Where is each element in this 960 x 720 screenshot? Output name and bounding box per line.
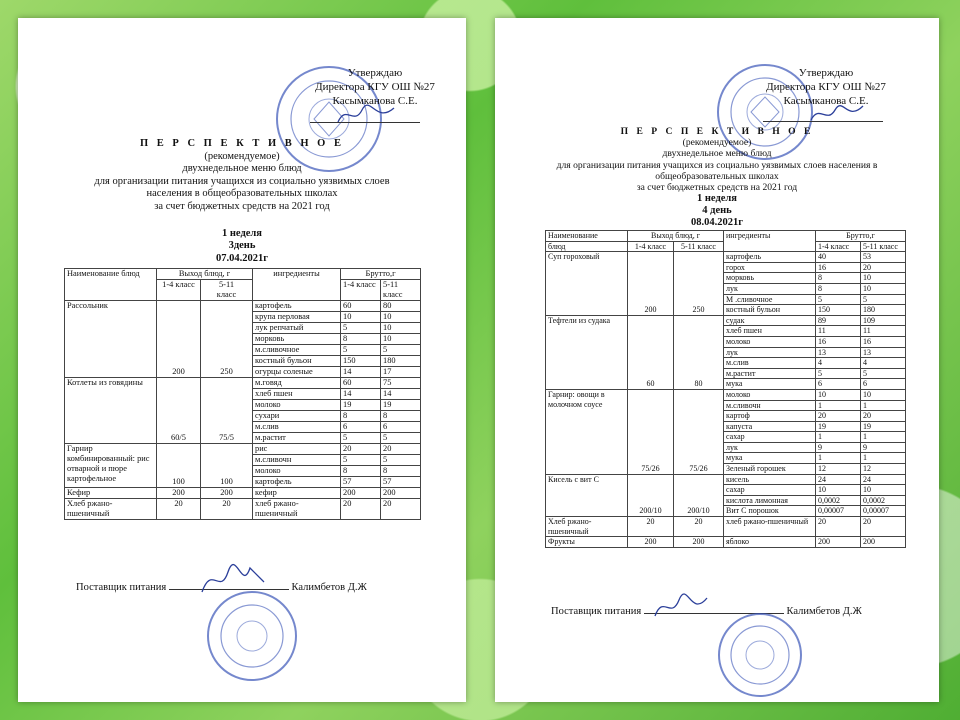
header-subtitle-5: за счет бюджетных средств на 2021 год bbox=[154, 200, 330, 212]
ingredient-name: огурцы соленые bbox=[253, 367, 341, 378]
gross-class-a: 5 bbox=[816, 368, 861, 379]
dish-name: Котлеты из говядины bbox=[65, 378, 157, 444]
ingredient-name: м.сливочн bbox=[253, 455, 341, 466]
gross-class-a: 8 bbox=[341, 334, 381, 345]
gross-class-b: 1 bbox=[861, 400, 906, 411]
gross-class-a: 19 bbox=[341, 400, 381, 411]
date-label: 07.04.2021г bbox=[215, 252, 269, 264]
ingredient-name: м.слив bbox=[253, 422, 341, 433]
col-gross-class-b: 5-11 класс bbox=[861, 241, 906, 252]
table-row bbox=[65, 488, 421, 499]
gross-class-b: 17 bbox=[381, 367, 421, 378]
menu-sheet-day-4 bbox=[495, 18, 939, 702]
gross-class-a: 4 bbox=[816, 358, 861, 369]
approval-signature-line bbox=[310, 122, 420, 123]
ingredient-name: сахар bbox=[724, 432, 816, 443]
dish-output-class-b: 20 bbox=[201, 499, 253, 520]
week-label: 1 неделя bbox=[222, 227, 262, 239]
gross-class-b: 12 bbox=[861, 464, 906, 475]
dish-output-class-a: 60 bbox=[628, 315, 674, 389]
gross-class-b: 20 bbox=[381, 444, 421, 455]
gross-class-b: 0,00007 bbox=[861, 506, 906, 517]
col-output-header: Выход блюд, г bbox=[628, 231, 724, 242]
col-gross-header: Брутто,г bbox=[341, 269, 421, 280]
gross-class-b: 20 bbox=[381, 499, 421, 520]
dish-output-class-b: 80 bbox=[674, 315, 724, 389]
dish-output-class-b: 250 bbox=[674, 252, 724, 316]
ingredient-name: лук bbox=[724, 442, 816, 453]
ingredient-name: кислота лимонная bbox=[724, 495, 816, 506]
gross-class-a: 13 bbox=[816, 347, 861, 358]
gross-class-b: 75 bbox=[381, 378, 421, 389]
gross-class-a: 11 bbox=[816, 326, 861, 337]
gross-class-b: 200 bbox=[381, 488, 421, 499]
gross-class-b: 1 bbox=[861, 453, 906, 464]
supplier-label: Поставщик питания bbox=[551, 606, 642, 617]
ingredient-name: судак bbox=[724, 315, 816, 326]
gross-class-a: 24 bbox=[816, 474, 861, 485]
ingredient-name: м.слив bbox=[724, 358, 816, 369]
ingredient-name: кисель bbox=[724, 474, 816, 485]
ingredient-name: Зеленый горошек bbox=[724, 464, 816, 475]
dish-output-class-a: 75/26 bbox=[628, 389, 674, 474]
dish-output-class-b: 20 bbox=[674, 517, 724, 537]
gross-class-b: 4 bbox=[861, 358, 906, 369]
col-gross-class-b bbox=[381, 280, 421, 301]
ingredient-name: М .сливочное bbox=[724, 294, 816, 305]
gross-class-a: 5 bbox=[341, 345, 381, 356]
ingredient-name: костный бульон bbox=[253, 356, 341, 367]
table-row bbox=[65, 301, 421, 312]
gross-class-a: 20 bbox=[816, 517, 861, 537]
dish-name: Гарнир: овощи в молочном соусе bbox=[546, 389, 628, 474]
ingredient-name: Вит С порошок bbox=[724, 506, 816, 517]
col-output-class-b: 5-11 класс bbox=[674, 241, 724, 252]
ingredient-name: картофель bbox=[724, 252, 816, 263]
dish-name: Гарнир комбинированный: рис отварной и пюре картофельное bbox=[65, 444, 157, 488]
dish-output-class-a: 200 bbox=[157, 488, 201, 499]
ingredient-name: хлеб ржано-пшеничный bbox=[724, 517, 816, 537]
table-row bbox=[546, 517, 906, 537]
dish-output-class-b: 200 bbox=[674, 537, 724, 548]
ingredient-name: горох bbox=[724, 262, 816, 273]
ingredient-name: капуста bbox=[724, 421, 816, 432]
ingredient-name: лук bbox=[724, 283, 816, 294]
col-gross-class-a: 1-4 класс bbox=[341, 280, 381, 301]
gross-class-b: 19 bbox=[861, 421, 906, 432]
gross-class-b: 109 bbox=[861, 315, 906, 326]
header-subtitle-3: для организации питания учащихся из социально уязвимых слоев населения в bbox=[556, 159, 878, 171]
gross-class-b: 10 bbox=[861, 485, 906, 496]
class-b-part-2: класс bbox=[216, 290, 237, 299]
ingredient-name: сухари bbox=[253, 411, 341, 422]
ingredient-name: мука bbox=[724, 379, 816, 390]
gross-class-b: 6 bbox=[381, 422, 421, 433]
menu-table-body bbox=[65, 301, 421, 520]
dish-name: Рассольник bbox=[65, 301, 157, 378]
ingredient-name: хлеб ржано-пшеничный bbox=[253, 499, 341, 520]
gross-class-a: 6 bbox=[816, 379, 861, 390]
supplier-stamp-icon bbox=[206, 590, 298, 682]
gross-class-a: 14 bbox=[341, 367, 381, 378]
gross-class-a: 14 bbox=[341, 389, 381, 400]
gross-class-b: 11 bbox=[861, 326, 906, 337]
gross-class-b: 10 bbox=[381, 334, 421, 345]
ingredient-name: хлеб пшен bbox=[253, 389, 341, 400]
table-row bbox=[546, 537, 906, 548]
supplier-signature-icon bbox=[651, 592, 711, 622]
table-row bbox=[546, 474, 906, 485]
header-subtitle-4: общеобразовательных школах bbox=[655, 170, 779, 182]
menu-table-day-4 bbox=[545, 230, 906, 548]
gross-class-a: 10 bbox=[816, 485, 861, 496]
dish-output-class-b: 250 bbox=[201, 301, 253, 378]
ingredient-name: лук репчатый bbox=[253, 323, 341, 334]
dish-output-class-b: 200 bbox=[201, 488, 253, 499]
approval-title: Утверждаю bbox=[798, 67, 854, 79]
supplier-name: Калимбетов Д.Ж bbox=[786, 606, 862, 617]
dish-name: Суп гороховый bbox=[546, 252, 628, 316]
approval-signer: Касымканова С.Е. bbox=[783, 95, 869, 107]
approval-signature-line bbox=[763, 121, 883, 122]
menu-table-day-3 bbox=[64, 268, 421, 520]
gross-class-a: 1 bbox=[816, 453, 861, 464]
gross-class-a: 0,00007 bbox=[816, 506, 861, 517]
col-dish-header: Наименование bbox=[546, 231, 628, 242]
table-row bbox=[65, 499, 421, 520]
date-label: 08.04.2021г bbox=[690, 217, 744, 229]
ingredient-name: костный бульон bbox=[724, 305, 816, 316]
gross-class-b: 8 bbox=[381, 411, 421, 422]
dish-name: Кисель с вит С bbox=[546, 474, 628, 516]
gross-class-a: 60 bbox=[341, 378, 381, 389]
document-header bbox=[495, 126, 939, 229]
gross-class-b: 20 bbox=[861, 262, 906, 273]
document-header bbox=[18, 138, 466, 265]
dish-output-class-a: 200 bbox=[628, 537, 674, 548]
dish-output-class-a: 200 bbox=[628, 252, 674, 316]
gross-class-a: 1 bbox=[816, 432, 861, 443]
col-output-header: Выход блюд, г bbox=[157, 269, 253, 280]
gross-class-a: 10 bbox=[816, 389, 861, 400]
gross-class-a: 5 bbox=[341, 455, 381, 466]
dish-output-class-a: 60/5 bbox=[157, 378, 201, 444]
gross-class-a: 5 bbox=[341, 433, 381, 444]
document-title: П Е Р С П Е К Т И В Н О Е bbox=[140, 138, 344, 149]
gross-class-b: 10 bbox=[861, 273, 906, 284]
gross-class-a: 5 bbox=[341, 323, 381, 334]
gross-class-b: 8 bbox=[381, 466, 421, 477]
dish-output-class-a: 200 bbox=[157, 301, 201, 378]
table-row bbox=[65, 378, 421, 389]
gross-class-b: 24 bbox=[861, 474, 906, 485]
gross-class-b: 10 bbox=[861, 389, 906, 400]
dish-output-class-a: 100 bbox=[157, 444, 201, 488]
gross-class-a: 20 bbox=[341, 499, 381, 520]
gross-class-a: 89 bbox=[816, 315, 861, 326]
gross-class-a: 9 bbox=[816, 442, 861, 453]
ingredient-name: картофель bbox=[253, 477, 341, 488]
table-row bbox=[65, 444, 421, 455]
gross-class-b: 5 bbox=[381, 433, 421, 444]
ingredient-name: мука bbox=[724, 453, 816, 464]
ingredient-name: молоко bbox=[253, 400, 341, 411]
col-gross-header: Брутто,г bbox=[816, 231, 906, 242]
gross-class-b: 16 bbox=[861, 336, 906, 347]
table-row bbox=[546, 315, 906, 326]
ingredient-name: картофель bbox=[253, 301, 341, 312]
ingredient-name: хлеб пшен bbox=[724, 326, 816, 337]
gross-class-a: 150 bbox=[816, 305, 861, 316]
director-signature-icon bbox=[336, 102, 396, 128]
supplier-stamp-icon bbox=[717, 612, 803, 698]
approval-position: Директора КГУ ОШ №27 bbox=[766, 81, 886, 93]
menu-table-body bbox=[546, 252, 906, 548]
col-output-class-b bbox=[201, 280, 253, 301]
gross-class-a: 16 bbox=[816, 262, 861, 273]
gross-class-b: 5 bbox=[861, 294, 906, 305]
col-ingredients-header: ингредиенты bbox=[253, 269, 341, 301]
header-subtitle-4: населения в общеобразовательных школах bbox=[146, 188, 338, 200]
gross-class-b: 20 bbox=[861, 411, 906, 422]
gross-class-b: 14 bbox=[381, 389, 421, 400]
ingredient-name: картоф bbox=[724, 411, 816, 422]
col-ingredients-header: ингредиенты bbox=[724, 231, 816, 252]
class-b-part-1: 5-11 bbox=[383, 280, 399, 289]
dish-name: Хлеб ржано-пшеничный bbox=[65, 499, 157, 520]
dish-output-class-b: 75/26 bbox=[674, 389, 724, 474]
dish-output-class-a: 200/10 bbox=[628, 474, 674, 516]
ingredient-name: м.сливочн bbox=[724, 400, 816, 411]
ingredient-name: рис bbox=[253, 444, 341, 455]
gross-class-a: 1 bbox=[816, 400, 861, 411]
dish-output-class-a: 20 bbox=[157, 499, 201, 520]
dish-name: Хлеб ржано-пшеничный bbox=[546, 517, 628, 537]
gross-class-b: 180 bbox=[861, 305, 906, 316]
table-row bbox=[546, 389, 906, 400]
gross-class-a: 8 bbox=[341, 466, 381, 477]
gross-class-a: 8 bbox=[341, 411, 381, 422]
dish-name: Фрукты bbox=[546, 537, 628, 548]
gross-class-a: 5 bbox=[816, 294, 861, 305]
dish-output-class-a: 20 bbox=[628, 517, 674, 537]
col-output-class-a: 1-4 класс bbox=[628, 241, 674, 252]
header-subtitle-5: за счет бюджетных средств на 2021 год bbox=[636, 182, 798, 194]
approval-title: Утверждаю bbox=[347, 67, 403, 79]
gross-class-b: 200 bbox=[861, 537, 906, 548]
table-row bbox=[546, 252, 906, 263]
gross-class-b: 6 bbox=[861, 379, 906, 390]
ingredient-name: молоко bbox=[253, 466, 341, 477]
ingredient-name: м.растит bbox=[253, 433, 341, 444]
supplier-label: Поставщик питания bbox=[76, 582, 167, 593]
gross-class-a: 150 bbox=[341, 356, 381, 367]
approval-signer: Касымканова С.Е. bbox=[332, 95, 418, 107]
header-subtitle-1: (рекомендуемое) bbox=[682, 137, 752, 149]
gross-class-b: 5 bbox=[381, 455, 421, 466]
dish-name: Кефир bbox=[65, 488, 157, 499]
gross-class-b: 180 bbox=[381, 356, 421, 367]
ingredient-name: м.говяд bbox=[253, 378, 341, 389]
ingredient-name: м.растит bbox=[724, 368, 816, 379]
ingredient-name: молоко bbox=[724, 389, 816, 400]
col-output-class-a: 1-4 класс bbox=[157, 280, 201, 301]
ingredient-name: м.сливочное bbox=[253, 345, 341, 356]
gross-class-a: 6 bbox=[341, 422, 381, 433]
header-subtitle-2: двухнедельное меню блюд bbox=[182, 163, 302, 175]
ingredient-name: яблоко bbox=[724, 537, 816, 548]
header-subtitle-3: для организации питания учащихся из социально уязвимых слоев bbox=[94, 175, 390, 187]
header-subtitle-1: (рекомендуемое) bbox=[204, 150, 280, 162]
dish-output-class-b: 100 bbox=[201, 444, 253, 488]
gross-class-b: 13 bbox=[861, 347, 906, 358]
week-label: 1 неделя bbox=[697, 193, 737, 205]
dish-output-class-b: 75/5 bbox=[201, 378, 253, 444]
gross-class-a: 0,0002 bbox=[816, 495, 861, 506]
gross-class-a: 20 bbox=[341, 444, 381, 455]
ingredient-name: крупа перловая bbox=[253, 312, 341, 323]
gross-class-a: 10 bbox=[341, 312, 381, 323]
day-label: 3день bbox=[228, 240, 256, 252]
gross-class-a: 16 bbox=[816, 336, 861, 347]
approval-position: Директора КГУ ОШ №27 bbox=[315, 81, 435, 93]
gross-class-a: 8 bbox=[816, 273, 861, 284]
gross-class-a: 200 bbox=[341, 488, 381, 499]
col-gross-class-a: 1-4 класс bbox=[816, 241, 861, 252]
gross-class-b: 10 bbox=[381, 323, 421, 334]
dish-name: Тефтели из судака bbox=[546, 315, 628, 389]
gross-class-b: 57 bbox=[381, 477, 421, 488]
gross-class-b: 20 bbox=[861, 517, 906, 537]
header-subtitle-2: двухнедельное меню блюд bbox=[662, 148, 772, 160]
gross-class-b: 80 bbox=[381, 301, 421, 312]
ingredient-name: кефир bbox=[253, 488, 341, 499]
gross-class-b: 5 bbox=[861, 368, 906, 379]
supplier-name: Калимбетов Д.Ж bbox=[291, 582, 367, 593]
document-title: П Е Р С П Е К Т И В Н О Е bbox=[620, 126, 814, 137]
gross-class-a: 200 bbox=[816, 537, 861, 548]
gross-class-b: 19 bbox=[381, 400, 421, 411]
gross-class-a: 20 bbox=[816, 411, 861, 422]
gross-class-a: 60 bbox=[341, 301, 381, 312]
gross-class-b: 53 bbox=[861, 252, 906, 263]
day-label: 4 день bbox=[702, 205, 732, 217]
ingredient-name: морковь bbox=[724, 273, 816, 284]
gross-class-b: 9 bbox=[861, 442, 906, 453]
menu-sheet-day-3 bbox=[18, 18, 466, 702]
gross-class-b: 10 bbox=[381, 312, 421, 323]
ingredient-name: сахар bbox=[724, 485, 816, 496]
ingredient-name: молоко bbox=[724, 336, 816, 347]
gross-class-a: 12 bbox=[816, 464, 861, 475]
ingredient-name: лук bbox=[724, 347, 816, 358]
dish-output-class-b: 200/10 bbox=[674, 474, 724, 516]
ingredient-name: морковь bbox=[253, 334, 341, 345]
col-dish-header: Наименование блюд bbox=[65, 269, 157, 301]
gross-class-a: 19 bbox=[816, 421, 861, 432]
gross-class-a: 40 bbox=[816, 252, 861, 263]
gross-class-b: 5 bbox=[381, 345, 421, 356]
director-signature-icon bbox=[809, 102, 865, 126]
gross-class-b: 1 bbox=[861, 432, 906, 443]
gross-class-b: 0,0002 bbox=[861, 495, 906, 506]
class-b-part-2: класс bbox=[383, 290, 403, 299]
gross-class-a: 57 bbox=[341, 477, 381, 488]
gross-class-b: 10 bbox=[861, 283, 906, 294]
gross-class-a: 8 bbox=[816, 283, 861, 294]
col-dish-header-cont: блюд bbox=[546, 241, 628, 252]
class-b-part-1: 5-11 bbox=[218, 280, 235, 289]
